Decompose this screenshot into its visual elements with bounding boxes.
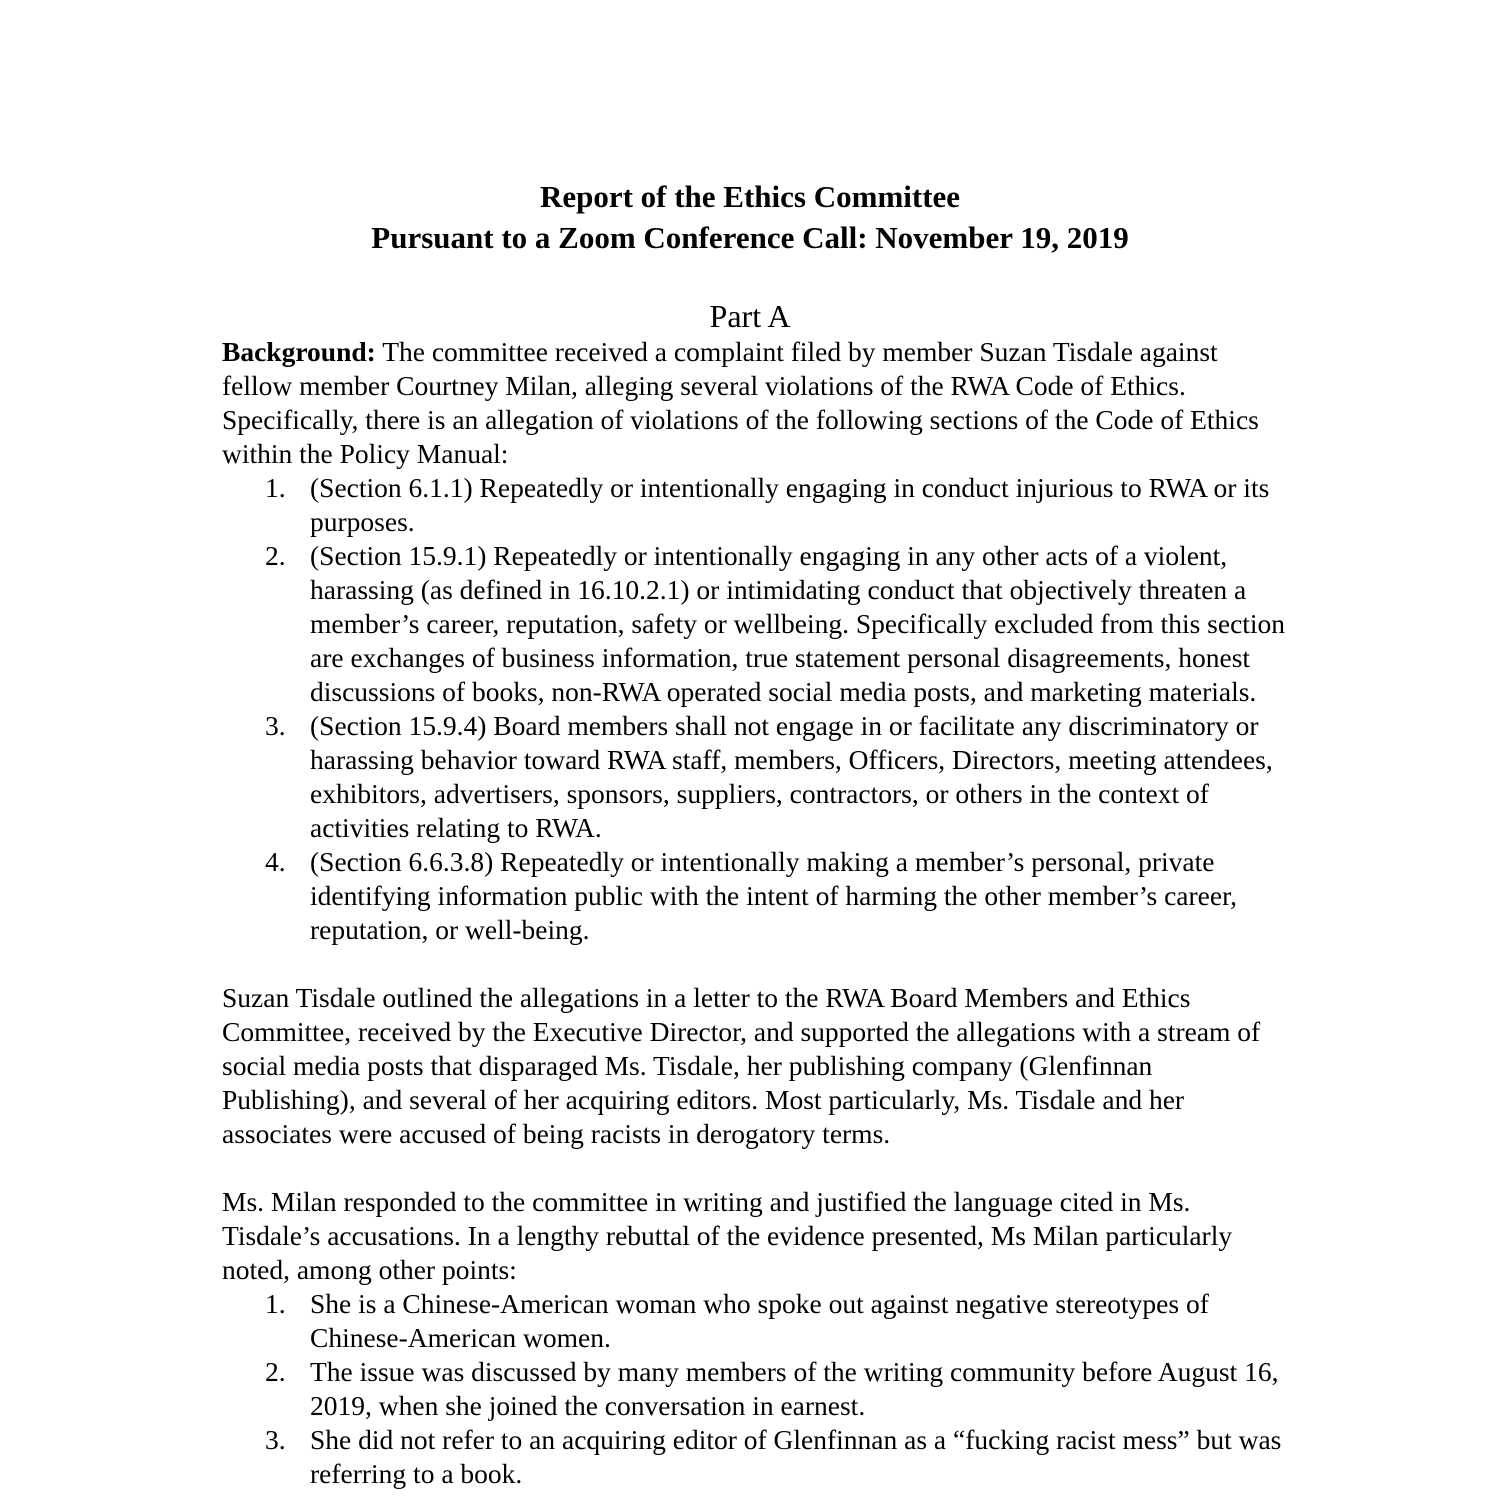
list-item-text: (Section 15.9.1) Repeatedly or intentionally engaging in any other acts of a violent, harassing (as defined in 16.10.2.1) or intimidating conduct that objectively threaten a member’s career, reputation, safety or wellbeing. Specifically excluded from this section are exchanges of business information, true statement personal disagreements, honest discussions of books, non-RWA operated social media posts, and marketing materials. bbox=[310, 540, 1286, 707]
background-paragraph bbox=[222, 335, 1292, 471]
background-text: The committee received a complaint filed by member Suzan Tisdale against fellow member Courtney Milan, alleging several violations of the RWA Code of Ethics. Specifically, there is an allegation of violations of the following sections of the Code of Ethics within the Policy Manual: bbox=[222, 336, 1259, 469]
violations-list bbox=[222, 471, 1292, 947]
list-item-text: (Section 15.9.4) Board members shall not engage in or facilitate any discriminatory or harassing behavior toward RWA staff, members, Officers, Directors, meeting attendees, exhibitors, advertisers, sponsors, suppliers, contractors, or others in the context of activities relating to RWA. bbox=[310, 710, 1273, 843]
list-item-text: (Section 6.1.1) Repeatedly or intentionally engaging in conduct injurious to RWA or its purposes. bbox=[310, 472, 1270, 537]
background-label: Background: bbox=[222, 336, 376, 367]
rebuttal-points-list bbox=[222, 1287, 1292, 1491]
report-title-line-1: Report of the Ethics Committee bbox=[539, 179, 961, 214]
list-item-number: 3. bbox=[265, 1424, 286, 1455]
list-item-text: She did not refer to an acquiring editor of Glenfinnan as a “fucking racist mess” but was referring to a book. bbox=[310, 1424, 1282, 1489]
list-item bbox=[222, 845, 1292, 947]
list-item-number: 4. bbox=[265, 846, 286, 877]
list-item bbox=[222, 709, 1292, 845]
allegations-paragraph: Suzan Tisdale outlined the allegations in a letter to the RWA Board Members and Ethics Committee, received by the Executive Director, and supported the allegations with a stream of social media posts that disparaged Ms. Tisdale, her publishing company (Glenfinnan Publishing), and several of her acquiring editors. Most particularly, Ms. Tisdale and her associates were accused of being racists in derogatory terms. bbox=[222, 982, 1261, 1149]
list-item-number: 2. bbox=[265, 540, 286, 571]
list-item bbox=[222, 539, 1292, 709]
list-item-number: 3. bbox=[265, 710, 286, 741]
list-item bbox=[222, 1355, 1292, 1423]
list-item bbox=[222, 471, 1292, 539]
part-a-heading: Part A bbox=[709, 298, 791, 334]
report-title-line-2: Pursuant to a Zoom Conference Call: November 19, 2019 bbox=[371, 220, 1129, 255]
response-paragraph: Ms. Milan responded to the committee in writing and justified the language cited in Ms. Tisdale’s accusations. In a lengthy rebuttal of the evidence presented, Ms Milan particularly noted, among other points: bbox=[222, 1186, 1233, 1285]
list-item bbox=[222, 1423, 1292, 1491]
list-item-text: She is a Chinese-American woman who spoke out against negative stereotypes of Chinese-American women. bbox=[310, 1288, 1209, 1353]
paragraph-spacer bbox=[222, 947, 1292, 981]
paragraph-spacer bbox=[222, 1151, 1292, 1185]
list-item-text: (Section 6.6.3.8) Repeatedly or intentionally making a member’s personal, private identifying information public with the intent of harming the other member’s career, reputation, or well-being. bbox=[310, 846, 1238, 945]
list-item-text: The issue was discussed by many members of the writing community before August 16, 2019, when she joined the conversation in earnest. bbox=[310, 1356, 1279, 1421]
list-item-number: 2. bbox=[265, 1356, 286, 1387]
list-item-number: 1. bbox=[265, 472, 286, 503]
report-title bbox=[0, 176, 1500, 258]
list-item-number: 1. bbox=[265, 1288, 286, 1319]
document-body bbox=[222, 335, 1292, 1491]
list-item bbox=[222, 1287, 1292, 1355]
